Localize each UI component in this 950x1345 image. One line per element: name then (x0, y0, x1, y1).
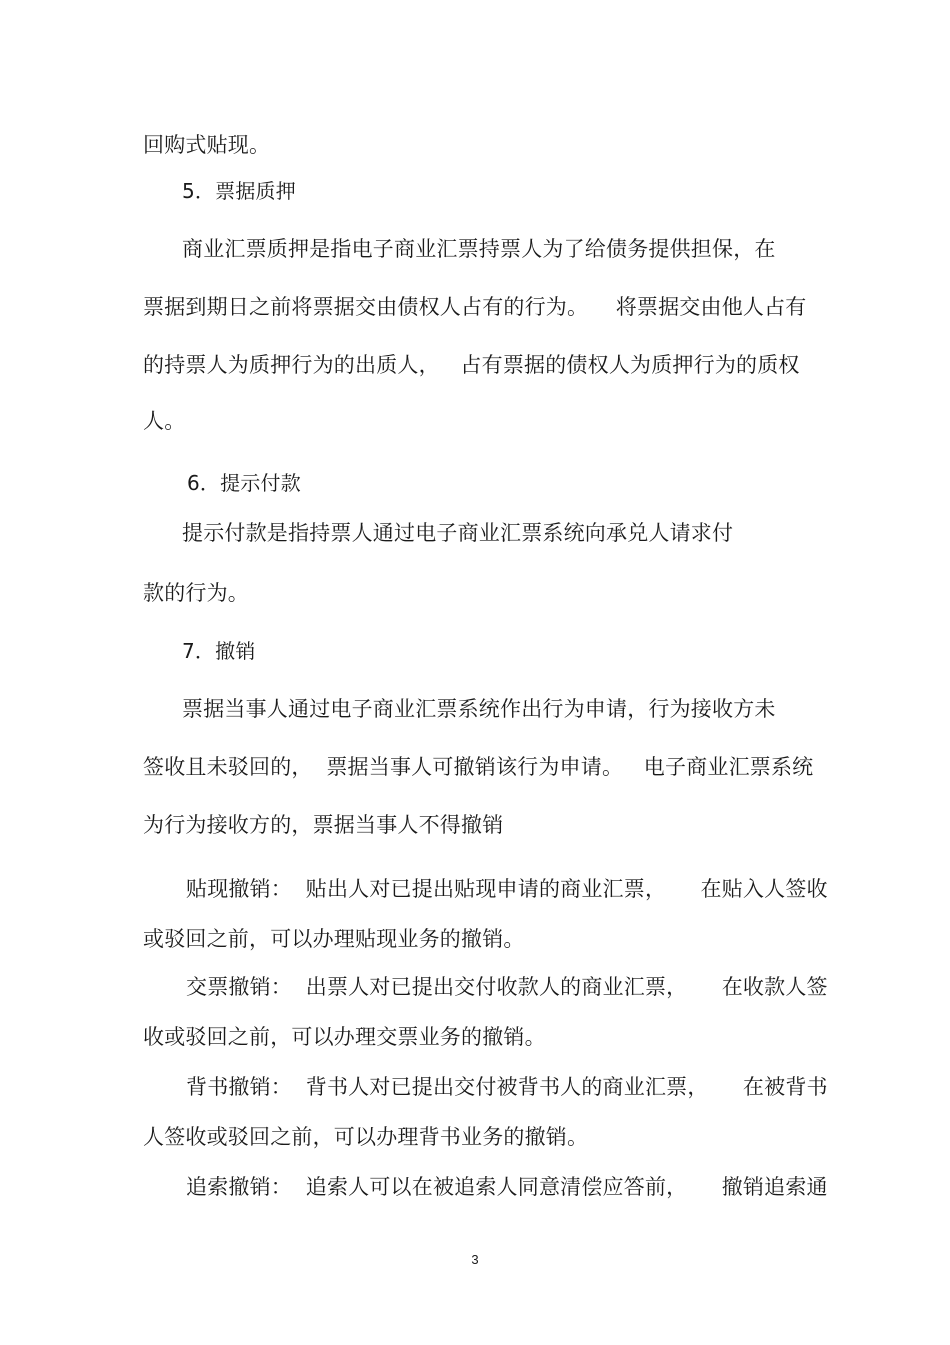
section-heading-5: 5．票据质押 (182, 179, 296, 203)
text-line: 追索撤销： 追索人可以在被追索人同意清偿应答前， 撤销追索通 (186, 1175, 828, 1199)
section-heading-7: 7．撤销 (182, 639, 256, 663)
text-line: 背书撤销： 背书人对已提出交付被背书人的商业汇票， 在被背书 (186, 1075, 828, 1099)
text-line: 票据当事人通过电子商业汇票系统作出行为申请，行为接收方未 (182, 697, 776, 721)
text-line: 交票撤销： 出票人对已提出交付收款人的商业汇票， 在收款人签 (186, 975, 828, 999)
text-line: 提示付款是指持票人通过电子商业汇票系统向承兑人请求付 (182, 521, 734, 545)
text-line: 商业汇票质押是指电子商业汇票持票人为了给债务提供担保，在 (182, 237, 776, 261)
text-line: 回购式贴现。 (143, 133, 271, 157)
text-line: 款的行为。 (143, 581, 249, 605)
text-line: 的持票人为质押行为的出质人， 占有票据的债权人为质押行为的质权 (143, 353, 800, 377)
text-line: 为行为接收方的，票据当事人不得撤销 (143, 813, 504, 837)
text-line: 收或驳回之前，可以办理交票业务的撤销。 (143, 1025, 546, 1049)
section-heading-6: 6．提示付款 (187, 471, 301, 495)
text-line: 人签收或驳回之前，可以办理背书业务的撤销。 (143, 1125, 589, 1149)
text-line: 贴现撤销： 贴出人对已提出贴现申请的商业汇票， 在贴入人签收 (186, 877, 828, 901)
text-line: 票据到期日之前将票据交由债权人占有的行为。 将票据交由他人占有 (143, 295, 807, 319)
text-line: 签收且未驳回的， 票据当事人可撤销该行为申请。 电子商业汇票系统 (143, 755, 814, 779)
text-line: 或驳回之前，可以办理贴现业务的撤销。 (143, 927, 525, 951)
text-line: 人。 (143, 409, 186, 433)
page-number: 3 (471, 1252, 479, 1267)
